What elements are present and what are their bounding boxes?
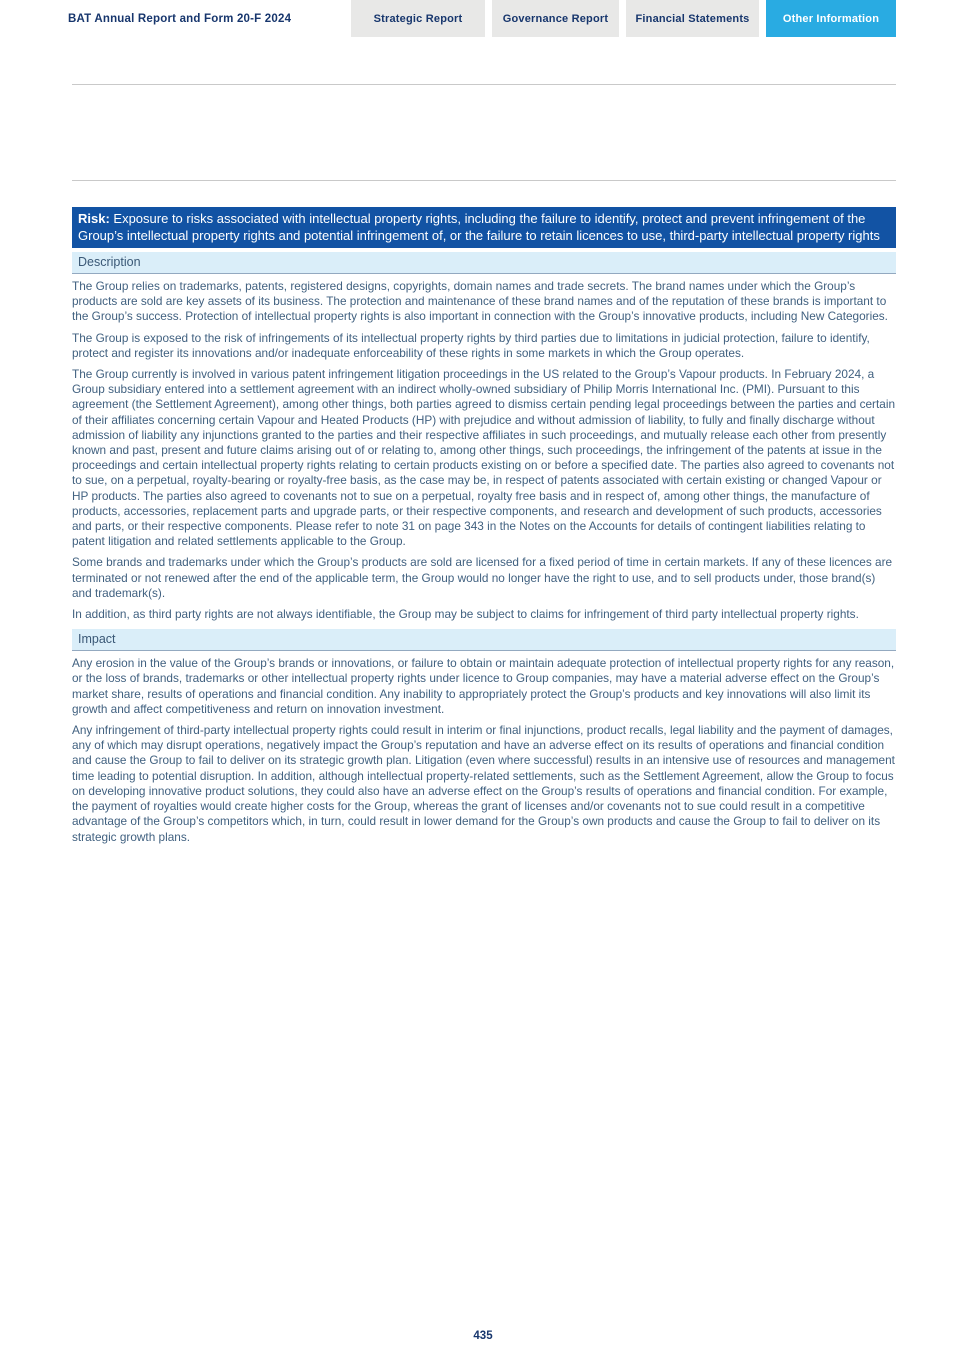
impact-paragraph-1: Any erosion in the value of the Group’s brands or innovations, or failure to obtain or maintain adequate protection of intellectual property rights for any reason, or the loss of brands, trademarks or other intellectual property rights under licence to Group companies, may have a material adverse effect on the Group’s market share, results of operations and financial condition. Any inability to appropriately protect the Group’s products and key innovations will also limit its growth and affect competitiveness and return on innovation investment. (72, 656, 895, 716)
section-title-impact: Impact (72, 629, 896, 651)
impact-paragraph-2: Any infringement of third-party intellectual property rights could result in interim or final injunctions, product recalls, legal liability and the payment of damages, any of which may disrupt operations, negatively impact the Group’s reputation and have an adverse effect on its results of operations and financial condition and cause the Group to fail to deliver on its strategic growth plan. Litigation (even where successful) results in an intensive use of resources and management time leading to potential disruption. In addition, although intellectual property-related settlements, such as the Settlement Agreement, allow the Group to focus on developing innovative product solutions, they could also have an adverse effect on the Group’s results of operations and financial condition. For example, the payment of royalties would create higher costs for the Group, whereas the grant of licenses and/or covenants not to sue could result in a competitive advantage of the Group’s competitors which, in turn, could result in lower demand for the Group’s own products and cause the Group to fail to deliver on its strategic growth plans. (72, 723, 895, 844)
divider-content (72, 180, 896, 181)
risk-banner-label: Risk: (78, 211, 110, 226)
report-title: BAT Annual Report and Form 20-F 2024 (68, 12, 292, 25)
section-title-description: Description (72, 252, 896, 274)
page-number: 435 (473, 1330, 493, 1342)
description-paragraph-2: The Group is exposed to the risk of infringements of its intellectual property rights by third parties due to limitations in judicial protection, failure to identify, protect and register its innovations and/or inadequate enforceability of these rights in some markets in which the Group operates. (72, 330, 870, 360)
tab-strategic-report[interactable]: Strategic Report (351, 0, 485, 37)
description-paragraph-5: In addition, as third party rights are not always identifiable, the Group may be subject to claims for infringement of third party intellectual property rights. (72, 607, 859, 622)
divider-top (72, 84, 896, 85)
top-navigation-bar (0, 0, 966, 37)
description-section (72, 252, 896, 622)
tab-governance-report[interactable]: Governance Report (492, 0, 619, 37)
tab-other-information[interactable]: Other Information (766, 0, 896, 37)
impact-paragraphs (72, 656, 896, 844)
section-tabs (351, 0, 896, 37)
description-paragraphs (72, 279, 896, 622)
tab-financial-statements[interactable]: Financial Statements (626, 0, 759, 37)
risk-content (72, 207, 896, 845)
description-paragraph-3: The Group currently is involved in various patent infringement litigation proceedings in the US related to the Group’s Vapour products. In February 2024, a Group subsidiary entered into a settlement agreement with an indirect wholly-owned subsidiary of Philip Morris International Inc. (PMI). Pursuant to this agreement (the Settlement Agreement), among other things, both parties agreed to dismiss certain pending legal proceedings between the parties and certain of their affiliates concerning certain Vapour and Heated Products (HP) with prejudice and without admission of liability, to fully and finally discharge without admission of liability any injunctions granted to the parties and their respective affiliates in such proceedings, and mutually release each other from presently known and past, present and future claims arising out of or relating to, among other things, such proceedings, the infringement of the patents at issue in the proceedings and certain intellectual property rights relating to certain products existing on or before a specified date. The parties also agreed to covenants not to sue, on a perpetual, royalty-bearing or royalty-free basis, as the case may be, in respect of patents associated with certain existing or changed Vapour or HP products. The parties also agreed to covenants not to sue on a perpetual, royalty free basis and in respect of, among other things, the manufacture of products, accessories, replacement parts and upgrade parts, or their respective components, and research and development of such products, accessories and parts, or their respective components. Please refer to note 31 on page 343 in the Notes on the Accounts for details of contingent liabilities relating to patent litigation and related settlements applicable to the Group. (72, 367, 895, 549)
description-paragraph-4: Some brands and trademarks under which the Group’s products are sold are licensed for a fixed period of time in certain markets. If any of these licences are terminated or not renewed after the end of the applicable term, the Group would no longer have the right to use, and to sell products under, those brand(s) and trademark(s). (72, 555, 893, 600)
risk-banner (72, 207, 896, 248)
impact-section (72, 629, 896, 844)
risk-banner-text: Exposure to risks associated with intellectual property rights, including the failure to identify, protect and prevent infringement of the Group’s intellectual property rights and potential infringement of, or the failure to retain licences to use, third-party intellectual property rights (78, 211, 880, 243)
description-paragraph-1: The Group relies on trademarks, patents, registered designs, copyrights, domain names and trade secrets. The brand names under which the Group’s products are sold are key assets of its business. The protection and maintenance of these brand names and of the reputation of these brands is important to the Group’s success. Protection of intellectual property rights is also important in connection with the Group’s innovative products, including New Categories. (72, 279, 888, 324)
